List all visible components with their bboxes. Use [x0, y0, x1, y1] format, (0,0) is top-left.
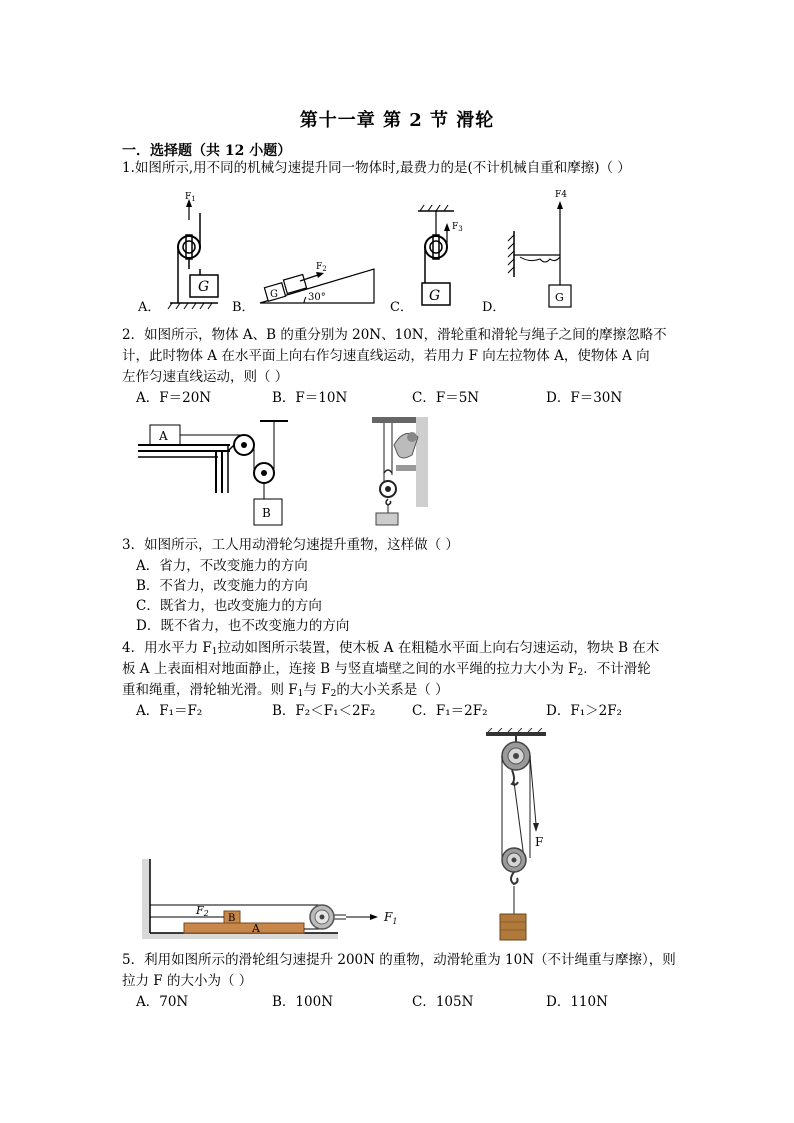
q5-option-d[interactable]: D．110N: [546, 994, 608, 1010]
q3-text: 3．如图所示，工人用动滑轮匀速提升重物，这样做（ ）: [122, 537, 459, 553]
svg-text:G: G: [198, 279, 210, 295]
svg-text:A: A: [159, 429, 168, 443]
q3-option-c[interactable]: C．既省力，也改变施力的方向: [136, 598, 322, 614]
q1-figure: [130, 185, 590, 315]
q4-figure: [138, 855, 418, 945]
svg-text:B: B: [228, 913, 236, 924]
svg-text:A: A: [252, 922, 260, 935]
q2-option-b[interactable]: B．F＝10N: [272, 390, 348, 406]
q3-option-d[interactable]: D．既不省力，也不改变施力的方向: [136, 618, 350, 634]
q2-option-a[interactable]: A．F＝20N: [136, 390, 212, 406]
q5-option-a[interactable]: A．70N: [136, 994, 189, 1010]
page-title: 第十一章 第 2 节 滑轮: [299, 110, 495, 131]
svg-text:F: F: [535, 835, 544, 849]
svg-text:G: G: [429, 288, 441, 304]
svg-text:30°: 30°: [308, 292, 326, 303]
q2-figure: [138, 415, 438, 530]
section-heading: 一．选择题（共 12 小题）: [122, 143, 292, 159]
q2-line-1: 2．如图所示，物体 A、B 的重分别为 20N、10N，滑轮重和滑轮与绳子之间的摩擦忽略不: [122, 327, 667, 343]
q4-line-3: 重和绳重，滑轮轴光滑。则 $F_1$与 $F_2$的大小关系是（ ）: [122, 682, 449, 699]
q5-line-2: 拉力 F 的大小为（ ）: [122, 973, 253, 989]
svg-text:G: G: [555, 291, 564, 304]
q3-option-a[interactable]: A．省力，不改变施力的方向: [136, 558, 308, 574]
q4-option-a[interactable]: A．F₁＝F₂: [136, 703, 203, 719]
q4-option-c[interactable]: C．F₁＝2F₂: [412, 703, 488, 719]
svg-text:F2: $F_2$: [316, 262, 327, 273]
q2-option-c[interactable]: C．F＝5N: [412, 390, 480, 406]
q4-option-b[interactable]: B．F₂＜F₁＜2F₂: [272, 703, 376, 719]
svg-text:F1: $F_1$: [185, 192, 196, 203]
q3-option-b[interactable]: B．不省力，改变施力的方向: [136, 578, 308, 594]
svg-text:G: G: [270, 289, 278, 300]
q4-line-2: 板 A 上表面相对地面静止，连接 B 与竖直墙壁之间的水平绳的拉力大小为 $F_2$．不计滑轮: [122, 661, 651, 678]
q1-fig-label-d: D．: [482, 300, 506, 315]
q5-option-c[interactable]: C．105N: [412, 994, 474, 1010]
svg-text:F2: F2: [196, 904, 209, 918]
q1-fig-label-a: A．: [138, 300, 161, 315]
svg-text:B: B: [262, 506, 271, 520]
svg-text:F4: F4: [555, 190, 567, 200]
q1-fig-label-c: C．: [390, 300, 413, 315]
q4-option-d[interactable]: D．F₁＞2F₂: [546, 703, 622, 719]
q5-figure: [478, 728, 568, 943]
q4-line-1: 4．用水平力 $F_1$拉动如图所示装置，使木板 A 在粗糙水平面上向右匀速运动，物块 B 在木: [122, 640, 660, 657]
q2-option-d[interactable]: D．F＝30N: [546, 390, 623, 406]
q1-text: 1.如图所示,用不同的机械匀速提升同一物体时,最费力的是(不计机械自重和摩擦)（ ）: [122, 160, 631, 176]
svg-text:F3: $F_3$: [452, 222, 463, 233]
q1-fig-label-b: B．: [232, 300, 255, 315]
q2-line-3: 左作匀速直线运动，则（ ）: [122, 369, 289, 385]
q2-line-2: 计，此时物体 A 在水平面上向右作匀速直线运动，若用力 F 向左拉物体 A，使物体 A 向: [122, 348, 650, 364]
q5-line-1: 5．利用如图所示的滑轮组匀速提升 200N 的重物，动滑轮重为 10N（不计绳重与摩擦），则: [122, 952, 676, 968]
q5-option-b[interactable]: B．100N: [272, 994, 334, 1010]
svg-text:F1: $F_1$: [384, 910, 398, 926]
